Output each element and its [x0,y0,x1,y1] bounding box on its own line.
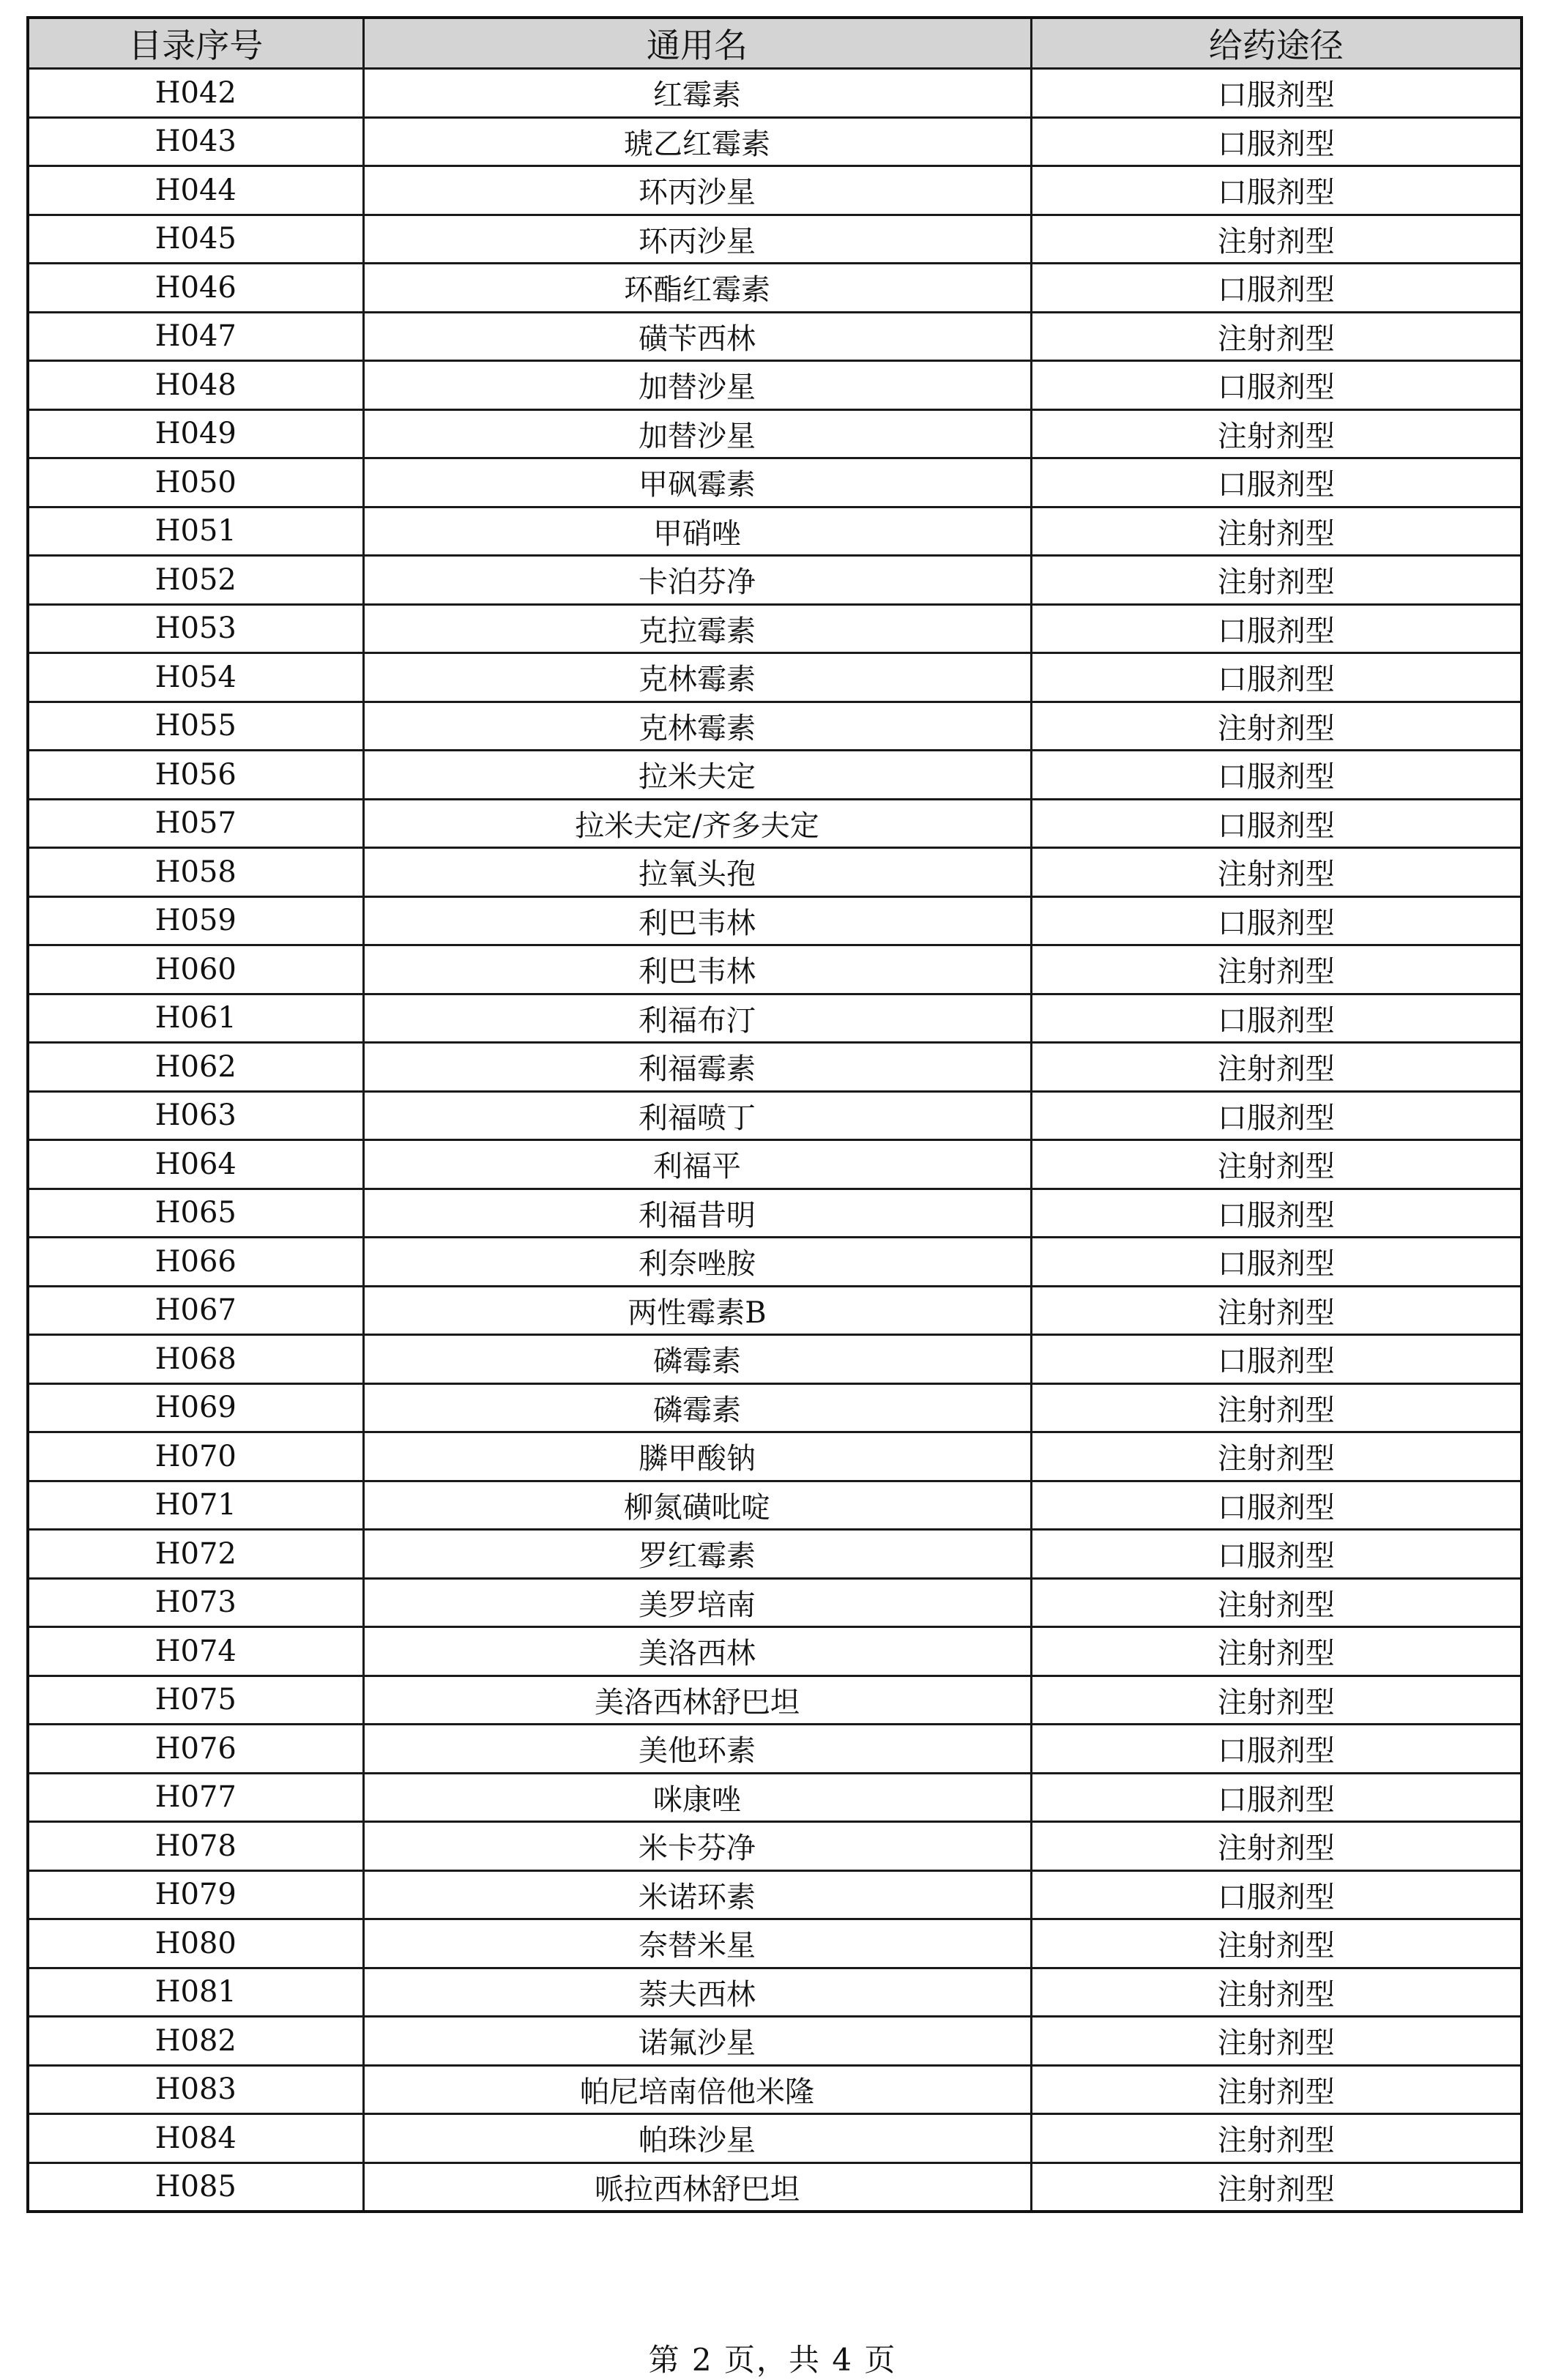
table-row [28,702,1522,751]
generic-name-cell: 拉米夫定/齐多夫定 [363,799,1031,848]
table-row [28,994,1522,1043]
catalog-number-cell: H067 [28,1286,363,1335]
catalog-number-cell: H083 [28,2065,363,2114]
route-cell: 注射剂型 [1031,2163,1522,2212]
route-cell: 注射剂型 [1031,945,1522,994]
route-cell: 注射剂型 [1031,1383,1522,1432]
table-row [28,1140,1522,1189]
generic-name-cell: 诺氟沙星 [363,2017,1031,2066]
route-cell: 口服剂型 [1031,1335,1522,1384]
generic-name-cell: 利巴韦林 [363,896,1031,945]
catalog-number-cell: H057 [28,799,363,848]
catalog-number-cell: H066 [28,1238,363,1287]
route-cell: 注射剂型 [1031,1043,1522,1092]
header-catalog-number: 目录序号 [28,18,363,69]
table-row [28,1822,1522,1871]
route-cell: 口服剂型 [1031,1870,1522,1919]
catalog-number-cell: H049 [28,409,363,458]
table-row [28,1676,1522,1725]
catalog-number-cell: H056 [28,751,363,800]
generic-name-cell: 奈替米星 [363,1919,1031,1968]
table-row [28,507,1522,556]
catalog-number-cell: H065 [28,1189,363,1238]
generic-name-cell: 萘夫西林 [363,1968,1031,2017]
route-cell: 注射剂型 [1031,848,1522,897]
route-cell: 口服剂型 [1031,1481,1522,1530]
catalog-number-cell: H054 [28,653,363,702]
catalog-number-cell: H085 [28,2163,363,2212]
generic-name-cell: 红霉素 [363,69,1031,118]
generic-name-cell: 利福霉素 [363,1043,1031,1092]
generic-name-cell: 甲砜霉素 [363,458,1031,507]
table-row [28,215,1522,264]
route-cell: 注射剂型 [1031,1919,1522,1968]
catalog-number-cell: H081 [28,1968,363,2017]
catalog-number-cell: H052 [28,556,363,605]
route-cell: 注射剂型 [1031,1822,1522,1871]
table-row [28,2114,1522,2163]
table-row [28,117,1522,166]
route-cell: 口服剂型 [1031,264,1522,313]
generic-name-cell: 利福平 [363,1140,1031,1189]
catalog-number-cell: H060 [28,945,363,994]
table-row [28,166,1522,215]
route-cell: 口服剂型 [1031,1238,1522,1287]
route-cell: 口服剂型 [1031,1091,1522,1140]
table-row [28,1091,1522,1140]
table-row [28,799,1522,848]
generic-name-cell: 帕尼培南倍他米隆 [363,2065,1031,2114]
table-row [28,1286,1522,1335]
table-row [28,2017,1522,2066]
route-cell: 口服剂型 [1031,117,1522,166]
catalog-number-cell: H046 [28,264,363,313]
route-cell: 口服剂型 [1031,1530,1522,1579]
catalog-number-cell: H084 [28,2114,363,2163]
catalog-number-cell: H050 [28,458,363,507]
catalog-number-cell: H072 [28,1530,363,1579]
catalog-number-cell: H082 [28,2017,363,2066]
header-row [28,18,1522,69]
catalog-number-cell: H073 [28,1578,363,1627]
table-row [28,409,1522,458]
table-row [28,896,1522,945]
route-cell: 注射剂型 [1031,1432,1522,1481]
generic-name-cell: 咪康唑 [363,1773,1031,1822]
generic-name-cell: 克拉霉素 [363,604,1031,653]
drug-catalog-table-wrapper [26,16,1520,2213]
table-row [28,1530,1522,1579]
catalog-number-cell: H059 [28,896,363,945]
catalog-number-cell: H058 [28,848,363,897]
catalog-number-cell: H061 [28,994,363,1043]
table-row [28,361,1522,410]
catalog-number-cell: H068 [28,1335,363,1384]
route-cell: 口服剂型 [1031,1725,1522,1774]
generic-name-cell: 美洛西林 [363,1627,1031,1676]
catalog-number-cell: H078 [28,1822,363,1871]
table-row [28,751,1522,800]
route-cell: 口服剂型 [1031,653,1522,702]
catalog-number-cell: H080 [28,1919,363,1968]
route-cell: 注射剂型 [1031,1627,1522,1676]
route-cell: 注射剂型 [1031,1578,1522,1627]
generic-name-cell: 克林霉素 [363,653,1031,702]
route-cell: 口服剂型 [1031,361,1522,410]
route-cell: 注射剂型 [1031,2065,1522,2114]
catalog-number-cell: H045 [28,215,363,264]
route-cell: 注射剂型 [1031,1140,1522,1189]
catalog-number-cell: H042 [28,69,363,118]
catalog-number-cell: H062 [28,1043,363,1092]
route-cell: 注射剂型 [1031,2017,1522,2066]
catalog-number-cell: H077 [28,1773,363,1822]
route-cell: 口服剂型 [1031,166,1522,215]
route-cell: 口服剂型 [1031,994,1522,1043]
route-cell: 注射剂型 [1031,1286,1522,1335]
table-row [28,312,1522,361]
generic-name-cell: 环酯红霉素 [363,264,1031,313]
header-generic-name: 通用名 [363,18,1031,69]
generic-name-cell: 罗红霉素 [363,1530,1031,1579]
generic-name-cell: 利巴韦林 [363,945,1031,994]
generic-name-cell: 膦甲酸钠 [363,1432,1031,1481]
catalog-number-cell: H055 [28,702,363,751]
table-row [28,1578,1522,1627]
generic-name-cell: 磺苄西林 [363,312,1031,361]
header-route: 给药途径 [1031,18,1522,69]
generic-name-cell: 柳氮磺吡啶 [363,1481,1031,1530]
catalog-number-cell: H079 [28,1870,363,1919]
catalog-number-cell: H076 [28,1725,363,1774]
catalog-number-cell: H071 [28,1481,363,1530]
catalog-number-cell: H070 [28,1432,363,1481]
table-row [28,1919,1522,1968]
table-row [28,1773,1522,1822]
route-cell: 注射剂型 [1031,556,1522,605]
generic-name-cell: 克林霉素 [363,702,1031,751]
catalog-number-cell: H069 [28,1383,363,1432]
table-row [28,1725,1522,1774]
catalog-number-cell: H051 [28,507,363,556]
generic-name-cell: 帕珠沙星 [363,2114,1031,2163]
generic-name-cell: 利福布汀 [363,994,1031,1043]
route-cell: 口服剂型 [1031,896,1522,945]
table-row [28,556,1522,605]
route-cell: 注射剂型 [1031,409,1522,458]
route-cell: 注射剂型 [1031,312,1522,361]
table-row [28,1335,1522,1384]
route-cell: 口服剂型 [1031,751,1522,800]
table-row [28,1870,1522,1919]
table-row [28,1627,1522,1676]
catalog-number-cell: H048 [28,361,363,410]
table-row [28,264,1522,313]
route-cell: 注射剂型 [1031,1968,1522,2017]
table-row [28,653,1522,702]
generic-name-cell: 拉氧头孢 [363,848,1031,897]
table-row [28,1189,1522,1238]
catalog-number-cell: H047 [28,312,363,361]
generic-name-cell: 美他环素 [363,1725,1031,1774]
table-row [28,945,1522,994]
catalog-number-cell: H043 [28,117,363,166]
generic-name-cell: 美洛西林舒巴坦 [363,1676,1031,1725]
generic-name-cell: 琥乙红霉素 [363,117,1031,166]
generic-name-cell: 甲硝唑 [363,507,1031,556]
catalog-number-cell: H075 [28,1676,363,1725]
generic-name-cell: 卡泊芬净 [363,556,1031,605]
table-row [28,2163,1522,2212]
generic-name-cell: 加替沙星 [363,361,1031,410]
catalog-number-cell: H053 [28,604,363,653]
generic-name-cell: 磷霉素 [363,1383,1031,1432]
table-row [28,1238,1522,1287]
generic-name-cell: 磷霉素 [363,1335,1031,1384]
generic-name-cell: 哌拉西林舒巴坦 [363,2163,1031,2212]
catalog-number-cell: H044 [28,166,363,215]
drug-catalog-table [26,16,1523,2213]
page-number-footer: 第 2 页，共 4 页 [648,2342,897,2378]
table-row [28,848,1522,897]
generic-name-cell: 利福昔明 [363,1189,1031,1238]
generic-name-cell: 加替沙星 [363,409,1031,458]
route-cell: 口服剂型 [1031,1773,1522,1822]
route-cell: 注射剂型 [1031,702,1522,751]
catalog-number-cell: H074 [28,1627,363,1676]
table-row [28,69,1522,118]
table-row [28,604,1522,653]
route-cell: 口服剂型 [1031,799,1522,848]
table-row [28,1968,1522,2017]
generic-name-cell: 环丙沙星 [363,215,1031,264]
table-body [28,69,1522,2212]
generic-name-cell: 美罗培南 [363,1578,1031,1627]
generic-name-cell: 利奈唑胺 [363,1238,1031,1287]
catalog-number-cell: H064 [28,1140,363,1189]
route-cell: 注射剂型 [1031,507,1522,556]
table-row [28,2065,1522,2114]
table-header [28,18,1522,69]
generic-name-cell: 米卡芬净 [363,1822,1031,1871]
generic-name-cell: 拉米夫定 [363,751,1031,800]
table-row [28,1481,1522,1530]
route-cell: 注射剂型 [1031,1676,1522,1725]
generic-name-cell: 环丙沙星 [363,166,1031,215]
table-row [28,1383,1522,1432]
route-cell: 注射剂型 [1031,215,1522,264]
table-row [28,1432,1522,1481]
generic-name-cell: 米诺环素 [363,1870,1031,1919]
route-cell: 口服剂型 [1031,604,1522,653]
table-row [28,1043,1522,1092]
table-row [28,458,1522,507]
generic-name-cell: 利福喷丁 [363,1091,1031,1140]
route-cell: 口服剂型 [1031,1189,1522,1238]
catalog-number-cell: H063 [28,1091,363,1140]
route-cell: 口服剂型 [1031,69,1522,118]
route-cell: 口服剂型 [1031,458,1522,507]
generic-name-cell: 两性霉素B [363,1286,1031,1335]
route-cell: 注射剂型 [1031,2114,1522,2163]
